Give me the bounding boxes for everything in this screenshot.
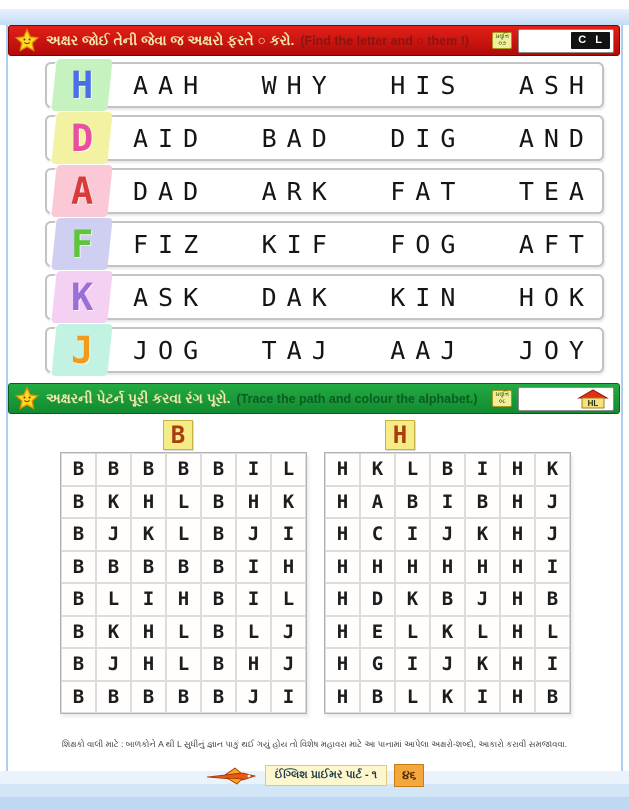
grid-cell: H xyxy=(395,551,430,584)
big-letter: D xyxy=(70,116,94,160)
skill-badge-strip xyxy=(518,387,614,411)
grid-cell: B xyxy=(201,551,236,584)
word: AND xyxy=(518,123,594,153)
activity-tag-label: પ્રવૃત્તિ xyxy=(495,391,509,398)
grid-cell: I xyxy=(430,486,465,519)
grid-cell: I xyxy=(395,518,430,551)
word: AID xyxy=(133,123,209,153)
grid-cell: K xyxy=(430,616,465,649)
grid-cell: L xyxy=(236,616,271,649)
house-icon xyxy=(576,388,610,410)
grid-cell: L xyxy=(96,583,131,616)
grid-cell: J xyxy=(236,681,271,714)
grid-cell: J xyxy=(535,486,570,519)
grid-cell: I xyxy=(271,681,306,714)
grid-cell: K xyxy=(465,518,500,551)
word: HOK xyxy=(518,282,594,312)
activity-tag-number: ૦૮ xyxy=(498,398,506,405)
word-list xyxy=(133,62,594,108)
grid-cell: H xyxy=(236,486,271,519)
grid-cell: B xyxy=(201,453,236,486)
grid-cell: B xyxy=(61,453,96,486)
grid-cell: K xyxy=(430,681,465,714)
letter-row-J xyxy=(45,327,604,373)
grid-cell: K xyxy=(96,616,131,649)
hl-badge-text: HL xyxy=(587,398,599,408)
instruction-english: (Find the letter and ○ them !) xyxy=(300,33,470,48)
grid-cell: I xyxy=(236,583,271,616)
word-list xyxy=(133,221,594,267)
letter-grid-B xyxy=(60,452,307,714)
word: WHY xyxy=(261,70,337,100)
grid-cell: A xyxy=(360,486,395,519)
word: DAD xyxy=(133,176,209,206)
grid-cell: L xyxy=(166,486,201,519)
teacher-note: શિક્ષકો વાલી માટે : બાળકોને A થી L સુધીનું જ્ઞાન પાકું થઈ ગયું હોય તો વિશેષ મહાવરા માટે આ પાનામાં આપેલા અક્ષરો-શબ્દો, આકારો કરાવી સમજાવવા. xyxy=(61,739,568,749)
grid-cell: B xyxy=(166,681,201,714)
grid-cell: B xyxy=(96,551,131,584)
word: ASK xyxy=(133,282,209,312)
letter-chip-D xyxy=(51,112,112,164)
grid-cell: I xyxy=(236,551,271,584)
grid-cell: H xyxy=(360,551,395,584)
grid-cell: B xyxy=(201,616,236,649)
instruction-gujarati: અક્ષરની પેટર્ન પૂરી કરવા રંગ પૂરો. xyxy=(46,390,231,406)
grid-cell: B xyxy=(96,453,131,486)
big-letter: F xyxy=(70,222,94,266)
grid-cell: H xyxy=(325,616,360,649)
letter-row-K xyxy=(45,274,604,320)
grid-cell: I xyxy=(465,681,500,714)
grid-cell: K xyxy=(465,648,500,681)
grid-cell: K xyxy=(535,453,570,486)
grid-cell: B xyxy=(61,648,96,681)
grid-cell: H xyxy=(131,486,166,519)
grid-cell: H xyxy=(325,681,360,714)
grid-cell: J xyxy=(535,518,570,551)
grid-cell: H xyxy=(325,486,360,519)
grid-cell: B xyxy=(131,681,166,714)
word: ARK xyxy=(261,176,337,206)
word: KIF xyxy=(261,229,337,259)
grid-cell: G xyxy=(360,648,395,681)
grid-cell: H xyxy=(271,551,306,584)
grid-cell: K xyxy=(271,486,306,519)
grid-cell: J xyxy=(96,518,131,551)
letter-chip-K xyxy=(51,271,112,323)
word: HIS xyxy=(390,70,466,100)
top-decor-band xyxy=(0,9,629,25)
grid-cell: H xyxy=(500,616,535,649)
grid-cell: B xyxy=(61,681,96,714)
header-trace-colour xyxy=(8,383,620,414)
grid-cell: B xyxy=(61,518,96,551)
cl-badge: C L xyxy=(571,32,610,49)
grid-label-B: B xyxy=(163,420,193,450)
word: ASH xyxy=(518,70,594,100)
grid-cell: L xyxy=(166,648,201,681)
grid-cell: H xyxy=(430,551,465,584)
word: AAH xyxy=(133,70,209,100)
letter-chip-J xyxy=(51,324,112,376)
grid-cell: K xyxy=(360,453,395,486)
grid-cell: J xyxy=(236,518,271,551)
word-list xyxy=(133,274,594,320)
page-footer xyxy=(0,764,629,787)
grid-label-H: H xyxy=(385,420,415,450)
grid-cell: B xyxy=(201,681,236,714)
grid-cell: J xyxy=(430,518,465,551)
letter-chip-H xyxy=(51,59,112,111)
grid-cell: B xyxy=(430,583,465,616)
grid-cell: H xyxy=(465,551,500,584)
grid-cell: B xyxy=(61,616,96,649)
grid-cell: L xyxy=(166,518,201,551)
grid-cell: H xyxy=(325,551,360,584)
letter-rows xyxy=(45,62,604,380)
header-find-letter xyxy=(8,25,620,56)
word: FOG xyxy=(390,229,466,259)
grid-cell: B xyxy=(430,453,465,486)
book-title: ઈંગ્લિશ પ્રાઈમર પાર્ટ - ૧ xyxy=(265,765,387,786)
grid-cell: B xyxy=(61,486,96,519)
grid-cell: H xyxy=(325,648,360,681)
grid-cell: L xyxy=(271,453,306,486)
star-icon xyxy=(14,386,40,412)
grid-cell: I xyxy=(535,551,570,584)
word: KIN xyxy=(390,282,466,312)
grid-cell: B xyxy=(131,453,166,486)
grid-cell: I xyxy=(535,648,570,681)
grid-cell: H xyxy=(236,648,271,681)
word: TAJ xyxy=(261,335,337,365)
page-number: ૪૬ xyxy=(394,764,424,787)
grid-cell: I xyxy=(465,453,500,486)
grid-cell: C xyxy=(360,518,395,551)
grid-cell: E xyxy=(360,616,395,649)
word: JOY xyxy=(518,335,594,365)
word-list xyxy=(133,168,594,214)
activity-tag-number: ૦૭ xyxy=(498,40,507,47)
grid-cell: B xyxy=(395,486,430,519)
word: DIG xyxy=(390,123,466,153)
grid-cell: B xyxy=(166,453,201,486)
word-list xyxy=(133,115,594,161)
grid-cell: L xyxy=(166,616,201,649)
instruction-gujarati: અક્ષર જોઈ તેની જેવા જ અક્ષરો ફરતે ○ કરો. xyxy=(46,32,295,48)
grid-cell: I xyxy=(271,518,306,551)
word-list xyxy=(133,327,594,373)
instruction-english: (Trace the path and colour the alphabet.) xyxy=(236,391,478,406)
big-letter: J xyxy=(70,328,94,372)
grid-cell: H xyxy=(500,453,535,486)
activity-tag xyxy=(492,32,512,50)
airplane-icon xyxy=(205,766,257,786)
grid-cell: L xyxy=(395,681,430,714)
letter-row-A xyxy=(45,168,604,214)
grid-cell: B xyxy=(201,648,236,681)
grid-cell: L xyxy=(271,583,306,616)
grid-cell: L xyxy=(535,616,570,649)
letter-row-H xyxy=(45,62,604,108)
grid-cell: K xyxy=(131,518,166,551)
activity-tag-label: પ્રવૃત્તિ xyxy=(495,33,509,40)
grid-cell: J xyxy=(96,648,131,681)
skill-badge-strip xyxy=(518,29,614,53)
grid-cell: J xyxy=(271,648,306,681)
grid-cell: H xyxy=(500,551,535,584)
grid-cell: H xyxy=(500,583,535,616)
grid-cell: B xyxy=(166,551,201,584)
letter-chip-F xyxy=(51,218,112,270)
grid-cell: B xyxy=(96,681,131,714)
grid-cell: H xyxy=(325,583,360,616)
star-icon xyxy=(14,28,40,54)
grid-cell: L xyxy=(395,616,430,649)
grid-cell: L xyxy=(465,616,500,649)
grid-cell: B xyxy=(201,518,236,551)
grid-cell: I xyxy=(236,453,271,486)
grid-cell: K xyxy=(395,583,430,616)
letter-grid-H xyxy=(324,452,571,714)
word: JOG xyxy=(133,335,209,365)
grid-cell: H xyxy=(500,486,535,519)
word: DAK xyxy=(261,282,337,312)
grid-cell: B xyxy=(201,486,236,519)
grid-cell: H xyxy=(131,648,166,681)
grid-cell: J xyxy=(465,583,500,616)
big-letter: K xyxy=(70,275,94,319)
grid-cell: B xyxy=(535,681,570,714)
grid-cell: H xyxy=(166,583,201,616)
grid-cell: B xyxy=(131,551,166,584)
word: FIZ xyxy=(133,229,209,259)
grid-cell: I xyxy=(395,648,430,681)
grid-cell: I xyxy=(131,583,166,616)
grid-cell: B xyxy=(61,551,96,584)
letter-row-D xyxy=(45,115,604,161)
right-page-border xyxy=(621,25,623,771)
grid-cell: H xyxy=(500,648,535,681)
word: FAT xyxy=(390,176,466,206)
activity-tag xyxy=(492,390,512,408)
grid-cell: K xyxy=(96,486,131,519)
letter-chip-A xyxy=(51,165,112,217)
big-letter: A xyxy=(70,169,94,213)
grid-cell: B xyxy=(201,583,236,616)
grid-cell: B xyxy=(61,583,96,616)
word: AAJ xyxy=(390,335,466,365)
letter-row-F xyxy=(45,221,604,267)
grid-cell: L xyxy=(395,453,430,486)
grid-cell: B xyxy=(360,681,395,714)
grid-cell: J xyxy=(271,616,306,649)
grid-cell: H xyxy=(500,518,535,551)
grid-cell: B xyxy=(535,583,570,616)
word: AFT xyxy=(518,229,594,259)
grid-cell: H xyxy=(131,616,166,649)
grid-cell: J xyxy=(430,648,465,681)
grid-cell: H xyxy=(325,518,360,551)
grid-cell: H xyxy=(500,681,535,714)
grid-cell: B xyxy=(465,486,500,519)
word: BAD xyxy=(261,123,337,153)
word: TEA xyxy=(518,176,594,206)
grid-cell: H xyxy=(325,453,360,486)
big-letter: H xyxy=(70,63,94,107)
grid-cell: D xyxy=(360,583,395,616)
